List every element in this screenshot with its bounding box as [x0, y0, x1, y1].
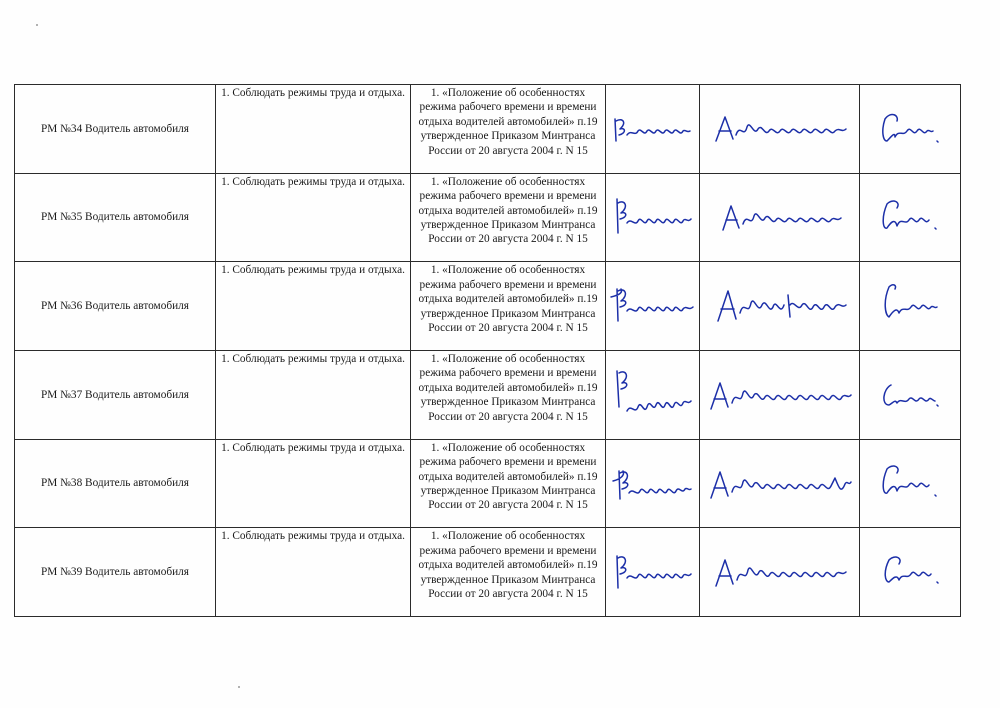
handwritten-signature-icon [611, 459, 695, 509]
handwritten-signature-icon [875, 550, 945, 594]
measure-text: 1. Соблюдать режимы труда и отдыха. [221, 353, 405, 366]
basis-cell [411, 262, 606, 351]
handwritten-signature-icon [710, 552, 850, 592]
table-row [15, 173, 961, 262]
handwritten-signature-icon [875, 375, 945, 415]
basis-cell [411, 439, 606, 528]
basis-cell [411, 528, 606, 617]
signature-cell [606, 528, 700, 617]
measure-text: 1. Соблюдать режимы труда и отдыха. [221, 530, 405, 543]
measure-text: 1. Соблюдать режимы труда и отдыха. [221, 175, 405, 188]
position-cell [15, 528, 216, 617]
handwritten-signature-icon [710, 283, 850, 329]
position-cell [15, 262, 216, 351]
basis-text: 1. «Положение об особенностях режима рабочего времени и времени отдыха водителей автомобилей» п.19 утвержденное Приказом Минтранса России от 20 августа 2004 г. N 15 [418, 441, 598, 512]
signature-cell [606, 262, 700, 351]
basis-text: 1. «Положение об особенностях режима рабочего времени и времени отдыха водителей автомобилей» п.19 утвержденное Приказом Минтранса России от 20 августа 2004 г. N 15 [418, 530, 598, 601]
signature-cell [700, 173, 860, 262]
table-row [15, 85, 961, 174]
handwritten-signature-icon [705, 464, 855, 504]
table-row [15, 439, 961, 528]
measure-cell [216, 85, 411, 174]
signature-cell [700, 528, 860, 617]
position-cell [15, 439, 216, 528]
handwritten-signature-icon [875, 196, 945, 240]
signature-cell [860, 528, 961, 617]
signature-cell [700, 262, 860, 351]
signature-cell [606, 85, 700, 174]
position-name: РМ №36 Водитель автомобиля [41, 300, 189, 313]
handwritten-signature-icon [611, 367, 695, 423]
signature-cell [860, 439, 961, 528]
handwritten-signature-icon [875, 107, 945, 151]
signature-cell [860, 262, 961, 351]
measures-table [14, 84, 961, 617]
signature-cell [606, 439, 700, 528]
handwritten-signature-icon [611, 550, 695, 594]
handwritten-signature-icon [611, 109, 695, 149]
signature-cell [860, 85, 961, 174]
scan-speck [36, 24, 38, 26]
position-name: РМ №38 Водитель автомобиля [41, 477, 189, 490]
handwritten-signature-icon [609, 283, 697, 329]
signature-cell [700, 439, 860, 528]
signature-cell [860, 173, 961, 262]
position-name: РМ №35 Водитель автомобиля [41, 211, 189, 224]
table-row [15, 528, 961, 617]
basis-text: 1. «Положение об особенностях режима рабочего времени и времени отдыха водителей автомобилей» п.19 утвержденное Приказом Минтранса России от 20 августа 2004 г. N 15 [418, 175, 598, 246]
signature-cell [700, 85, 860, 174]
handwritten-signature-icon [875, 461, 945, 507]
handwritten-signature-icon [715, 198, 845, 238]
handwritten-signature-icon [710, 109, 850, 149]
signature-cell [860, 351, 961, 440]
basis-cell [411, 85, 606, 174]
signature-cell [700, 351, 860, 440]
handwritten-signature-icon [875, 281, 945, 331]
signature-cell [606, 173, 700, 262]
basis-cell [411, 173, 606, 262]
measure-text: 1. Соблюдать режимы труда и отдыха. [221, 87, 405, 99]
measure-text: 1. Соблюдать режимы труда и отдыха. [221, 264, 405, 277]
measure-cell [216, 351, 411, 440]
basis-cell [411, 351, 606, 440]
measure-cell [216, 262, 411, 351]
basis-text: 1. «Положение об особенностях режима рабочего времени и времени отдыха водителей автомобилей» п.19 утвержденное Приказом Минтранса России от 20 августа 2004 г. N 15 [418, 264, 598, 334]
handwritten-signature-icon [611, 195, 695, 241]
handwritten-signature-icon [705, 375, 855, 415]
table-row [15, 351, 961, 440]
measure-text: 1. Соблюдать режимы труда и отдыха. [221, 441, 405, 454]
position-cell [15, 173, 216, 262]
position-name: РМ №34 Водитель автомобиля [41, 122, 189, 135]
basis-text: 1. «Положение об особенностях режима рабочего времени и времени отдыха водителей автомобилей» п.19 утвержденное Приказом Минтранса России от 20 августа 2004 г. N 15 [418, 87, 598, 157]
basis-text: 1. «Положение об особенностях режима рабочего времени и времени отдыха водителей автомобилей» п.19 утвержденное Приказом Минтранса России от 20 августа 2004 г. N 15 [418, 353, 598, 423]
measure-cell [216, 439, 411, 528]
signature-cell [606, 351, 700, 440]
position-name: РМ №39 Водитель автомобиля [41, 566, 189, 579]
measure-cell [216, 528, 411, 617]
measure-cell [216, 173, 411, 262]
position-cell [15, 351, 216, 440]
position-name: РМ №37 Водитель автомобиля [41, 388, 189, 401]
position-cell [15, 85, 216, 174]
table-row [15, 262, 961, 351]
scan-speck [238, 686, 240, 688]
